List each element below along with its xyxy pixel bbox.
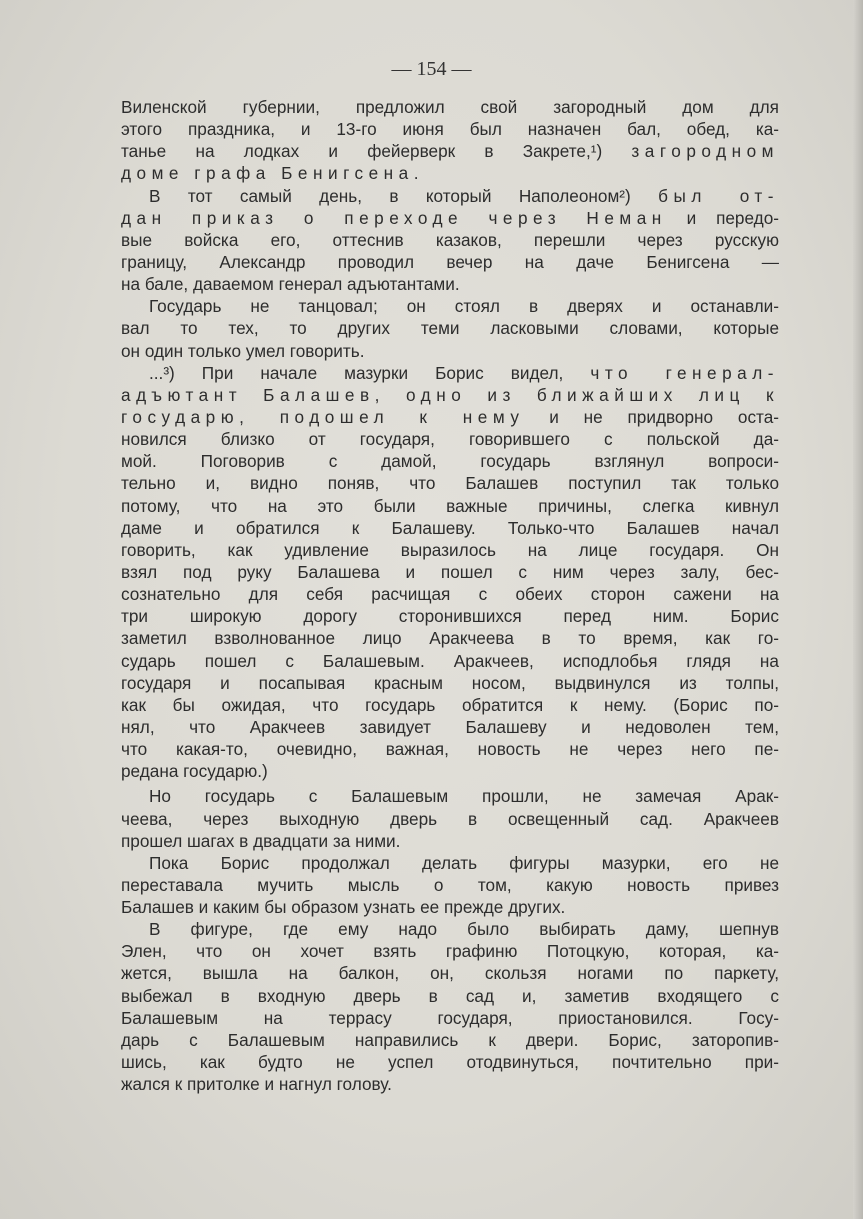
text-line <box>121 251 779 273</box>
text-line <box>121 760 779 782</box>
text-segment: государя и посапывая красным носом, выдвинулся из толпы, <box>121 672 779 693</box>
text-segment: этого праздника, и 13-го июня был назначен бал, обед, ка- <box>121 119 779 140</box>
text-segment: мой. Поговорив с дамой, государь взглянул вопроси- <box>121 451 779 472</box>
text-line <box>121 672 779 694</box>
text-line <box>121 1051 779 1073</box>
text-line <box>121 830 779 852</box>
text-segment: заметил взволнованное лицо Аракчеева в то время, как го- <box>121 628 779 649</box>
text-line <box>121 207 779 229</box>
text-line <box>121 985 779 1007</box>
text-line <box>121 962 779 984</box>
text-segment: прошел шагах в двадцати за ними. <box>121 830 401 851</box>
text-line <box>121 627 779 649</box>
text-segment: переставала мучить мысль о том, какую новость привез <box>121 874 779 895</box>
page-number: — 154 — <box>391 58 472 80</box>
text-segment: он один только умел говорить. <box>121 340 365 361</box>
text-segment: Балашевым на террасу государя, приостановился. Госу- <box>121 1007 779 1028</box>
text-line <box>121 539 779 561</box>
text-line <box>121 185 779 207</box>
text-line <box>121 738 779 760</box>
text-line <box>121 1073 779 1095</box>
body-text <box>121 96 779 1095</box>
text-line <box>121 918 779 940</box>
text-segment: три широкую дорогу сторонившихся перед ним. Борис <box>121 606 779 627</box>
text-line <box>121 384 779 406</box>
text-line <box>121 362 779 384</box>
text-segment: и передо- <box>666 207 779 228</box>
text-line <box>121 450 779 472</box>
text-line <box>121 517 779 539</box>
text-line <box>121 229 779 251</box>
text-segment: и не придворно оста- <box>524 406 780 427</box>
text-line <box>121 118 779 140</box>
text-segment: вал то тех, то других теми ласковыми словами, которые <box>121 318 779 339</box>
text-segment: как бы ожидая, что государь обратится к нему. (Борис по- <box>121 694 779 715</box>
text-segment: дарь с Балашевым направились к двери. Борис, заторопив- <box>121 1029 779 1050</box>
text-line <box>121 428 779 450</box>
text-segment: вые войска его, оттеснив казаков, перешли через русскую <box>121 229 779 250</box>
text-segment: границу, Александр проводил вечер на даче Бенигсена — <box>121 251 779 272</box>
text-segment: говорить, как удивление выразилось на лице государя. Он <box>121 539 779 560</box>
text-line <box>121 140 779 162</box>
text-line <box>121 896 779 918</box>
text-line <box>121 340 779 362</box>
text-line <box>121 162 779 184</box>
text-line <box>121 561 779 583</box>
text-segment: Но государь с Балашевым прошли, не замечая Арак- <box>149 786 779 807</box>
text-line <box>121 874 779 896</box>
spaced-emphasis-text: государю, подошел к нему <box>121 406 525 427</box>
text-segment: нял, что Аракчеев завидует Балашеву и недоволен тем, <box>121 716 779 737</box>
text-line <box>121 472 779 494</box>
text-line <box>121 317 779 339</box>
text-segment: потому, что на это были важные причины, слегка кивнул <box>121 495 779 516</box>
text-line <box>121 605 779 627</box>
spaced-emphasis-text: загородном <box>631 141 779 162</box>
text-line <box>121 650 779 672</box>
spaced-emphasis-text: доме графа Бенигсена. <box>121 163 424 184</box>
text-segment: жется, вышла на балкон, он, скользя ногами по паркету, <box>121 963 779 984</box>
text-line <box>121 583 779 605</box>
text-line <box>121 495 779 517</box>
spaced-emphasis-text: что генерал- <box>590 362 780 383</box>
text-segment: даме и обратился к Балашеву. Только-что Балашев начал <box>121 517 779 538</box>
text-segment: чеева, через выходную дверь в освещенный сад. Аракчеев <box>121 808 779 829</box>
text-line <box>121 716 779 738</box>
text-segment: взял под руку Балашева и пошел с ним через залу, бес- <box>121 561 779 582</box>
text-line <box>121 852 779 874</box>
text-line <box>121 785 779 807</box>
text-segment: ...³) При начале мазурки Борис видел, <box>149 362 591 383</box>
text-segment: редана государю.) <box>121 761 268 782</box>
text-segment: новился близко от государя, говорившего с польской да- <box>121 429 779 450</box>
text-line <box>121 96 779 118</box>
text-segment: Элен, что он хочет взять графиню Потоцкую, которая, ка- <box>121 941 779 962</box>
text-line <box>121 406 779 428</box>
text-line <box>121 1029 779 1051</box>
text-segment: что какая-то, очевидно, важная, новость не через него пе- <box>121 739 779 760</box>
text-segment: шись, как будто не успел отодвинуться, почтительно при- <box>121 1052 779 1073</box>
spaced-emphasis-text: дан приказ о переходе через Неман <box>121 207 667 228</box>
spaced-emphasis-text: был от- <box>658 185 779 206</box>
text-segment: В тот самый день, в который Наполеоном²) <box>149 185 659 206</box>
text-segment: сознательно для себя расчищая с обеих сторон сажени на <box>121 584 779 605</box>
text-segment: танье на лодках и фейерверк в Закрете,¹) <box>121 141 632 162</box>
text-segment: В фигуре, где ему надо было выбирать даму, шепнув <box>149 919 779 940</box>
text-line <box>121 273 779 295</box>
text-segment: жался к притолке и нагнул голову. <box>121 1074 392 1095</box>
spaced-emphasis-text: адъютант Балашев, одно из ближайших лиц к <box>121 384 779 405</box>
page-edge-shadow <box>853 0 863 1219</box>
text-segment: выбежал в входную дверь в сад и, заметив входящего с <box>121 985 779 1006</box>
text-line <box>121 1007 779 1029</box>
text-line <box>121 295 779 317</box>
text-line <box>121 940 779 962</box>
text-line <box>121 694 779 716</box>
text-segment: тельно и, видно поняв, что Балашев поступил так только <box>121 473 779 494</box>
text-segment: Виленской губернии, предложил свой загородный дом для <box>121 97 779 117</box>
text-line <box>121 808 779 830</box>
text-segment: Балашев и каким бы образом узнать ее прежде других. <box>121 897 566 918</box>
text-segment: Государь не танцовал; он стоял в дверях и останавли- <box>149 296 779 317</box>
text-segment: на бале, даваемом генерал адъютантами. <box>121 274 460 295</box>
text-segment: Пока Борис продолжал делать фигуры мазурки, его не <box>149 852 779 873</box>
text-segment: сударь пошел с Балашевым. Аракчеев, исподлобья глядя на <box>121 650 779 671</box>
